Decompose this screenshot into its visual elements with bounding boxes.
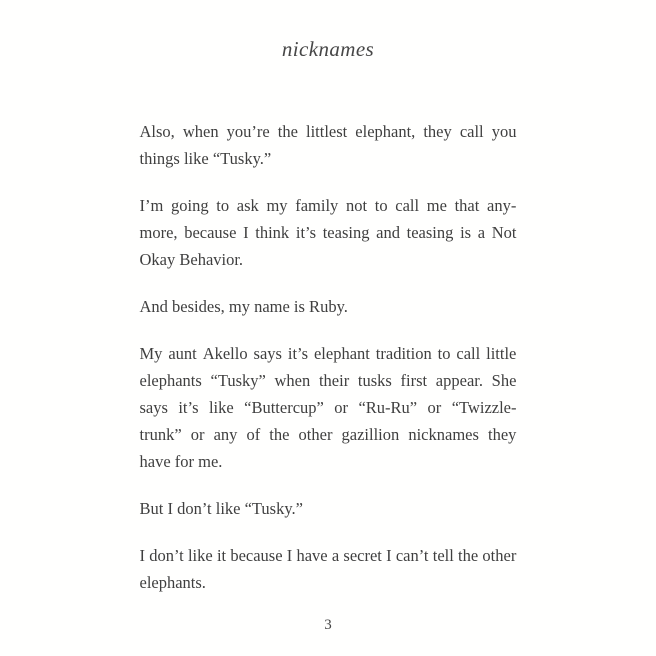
word: I [243,223,249,242]
word: any- [487,196,517,215]
word: a [331,546,340,565]
word: it’s [287,344,309,363]
text-line: Okay Behavior. [139,250,244,269]
word: when [182,122,219,141]
word: trunk” [139,425,182,444]
word: says [253,344,282,363]
text-line [140,192,517,219]
word: says [139,398,168,417]
word: or [427,398,442,417]
word: aunt [168,344,197,363]
word: to [437,344,451,363]
word: have [296,546,328,565]
body-text-block [140,118,517,596]
text-line: have for me. [139,452,223,471]
text-line: And besides, my name is Ruby. [139,297,348,316]
word: “Tusky” [210,371,266,390]
word: more, [139,223,178,242]
word: call [395,196,420,215]
text-line [140,340,517,367]
text-line [140,219,517,246]
word: you’re [226,122,270,141]
word: to [216,196,230,215]
word: I [286,546,293,565]
word: I’m [139,196,164,215]
word: the [269,425,290,444]
text-line [140,367,517,394]
text-line [140,394,517,421]
word: call [459,122,484,141]
word: little [486,344,517,363]
word: littlest [305,122,348,141]
word: gazillion [341,425,400,444]
paragraph [140,542,517,596]
word: any [213,425,238,444]
word: other [482,546,517,565]
word: nicknames [408,425,479,444]
word: you [491,122,517,141]
word: teasing [322,223,370,242]
word: because [230,546,283,565]
word: because [184,223,237,242]
word: family [295,196,339,215]
word: think [255,223,290,242]
word: My [139,344,163,363]
word: Not [491,223,517,242]
word: the [458,546,479,565]
word: of [246,425,261,444]
word: don’t [149,546,184,565]
word: me [426,196,447,215]
word: a [477,223,486,242]
word: tusks [357,371,392,390]
paragraph [140,118,517,172]
word: “Buttercup” [244,398,324,417]
word: when [274,371,311,390]
text-line: But I don’t like “Tusky.” [139,499,303,518]
word: or [190,425,205,444]
word: that [454,196,480,215]
word: ask [236,196,259,215]
word: tell [432,546,454,565]
word: going [171,196,209,215]
word: first [400,371,428,390]
word: it’s [295,223,317,242]
paragraph [140,495,517,522]
paragraph [140,340,517,475]
word: can’t [395,546,429,565]
word: to [374,196,388,215]
word: appear. [435,371,483,390]
word: the [277,122,298,141]
word: like [187,546,213,565]
word: it’s [178,398,199,417]
word: secret [343,546,382,565]
text-line [140,118,517,145]
word: my [266,196,288,215]
word: elephant [313,344,370,363]
word: their [318,371,350,390]
word: elephant, [355,122,416,141]
word: it [216,546,227,565]
word: like [208,398,234,417]
word: I [386,546,392,565]
word: She [491,371,517,390]
paragraph [140,192,517,273]
word: tradition [375,344,432,363]
word: “Twizzle- [451,398,517,417]
word: not [345,196,368,215]
word: “Ru-Ru” [358,398,418,417]
text-line [140,542,517,569]
word: or [334,398,349,417]
text-line: elephants. [139,573,206,592]
word: Akello [202,344,248,363]
word: Also, [139,122,175,141]
paragraph [140,293,517,320]
word: teasing [406,223,454,242]
page-number: 3 [324,617,332,633]
text-line [140,421,517,448]
word: they [487,425,517,444]
word: they [423,122,452,141]
word: other [298,425,333,444]
chapter-title: nicknames [281,37,375,61]
word: call [456,344,481,363]
word: is [460,223,472,242]
word: and [376,223,400,242]
word: elephants [139,371,202,390]
word: I [139,546,145,565]
text-line: things like “Tusky.” [139,149,272,168]
